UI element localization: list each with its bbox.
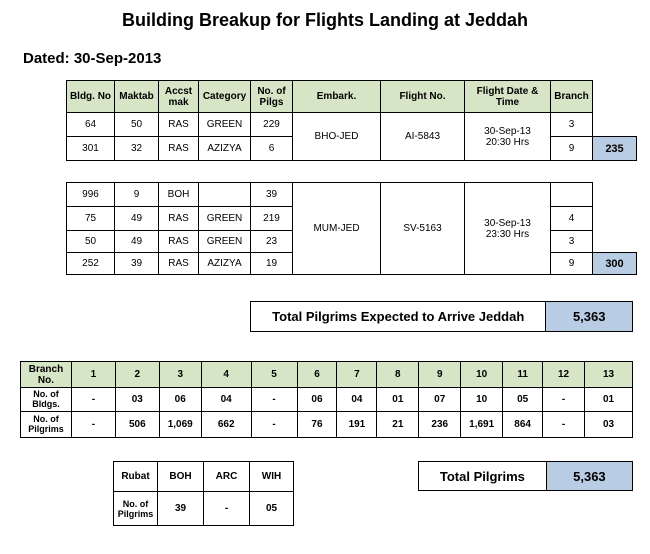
rubat-header: Rubat [114,462,158,492]
table-row: 996 9 BOH 39 MUM-JED SV-5163 30-Sep-13 23:30 Hrs [67,183,637,207]
total-expected-value: 5,363 [546,302,632,331]
flight2-embark: MUM-JED [293,183,381,275]
header-embark: Embark. [293,81,381,113]
header-flight-no: Flight No. [381,81,465,113]
table-row: 64 50 RAS GREEN 229 BHO-JED AI-5843 30-Sep-13 20:30 Hrs 3 [67,113,637,137]
table-row: 252 39 RAS AZIZYA 19 9 300 [67,253,637,275]
dated-label: Dated: 30-Sep-2013 [23,50,162,67]
branch-no-header: Branch No. [21,362,72,388]
page-title: Building Breakup for Flights Landing at Jeddah [121,10,528,30]
flight1-embark: BHO-JED [293,113,381,161]
header-no-of-pilgs: No. of Pilgs [251,81,293,113]
table-row: 50 49 RAS GREEN 23 3 [67,231,637,253]
flight1-flight-no: AI-5843 [381,113,465,161]
header-bldg-no: Bldg. No [67,81,115,113]
total-expected-label: Total Pilgrims Expected to Arrive Jeddah [251,302,546,331]
header-flight-date-time: Flight Date & Time [465,81,551,113]
rubat-row-label: No. of Pilgrims [114,492,158,526]
table-row: No. of Pilgrims - 506 1,069 662 - 76 191 21 236 1,691 864 - 03 [21,412,633,438]
header-branch: Branch [551,81,593,113]
bldgs-row-label: No. of Bldgs. [21,388,72,412]
table-row: No. of Pilgrims 39 - 05 [114,492,294,526]
rubat-table: Rubat BOH ARC WIH No. of Pilgrims 39 - 05 [113,461,294,526]
total-pilgrims-label: Total Pilgrims [419,462,547,490]
total-pilgrims-box [418,461,633,491]
flight1-total: 235 [593,137,637,161]
table-row: No. of Bldgs. - 03 06 04 - 06 04 01 07 10 05 - 01 [21,388,633,412]
header-category: Category [199,81,251,113]
total-pilgrims-value: 5,363 [547,462,632,490]
flight-table-2 [66,182,637,275]
header-accst-mak: Accst mak [159,81,199,113]
table-row: 301 32 RAS AZIZYA 6 9 235 [67,137,637,161]
flight1-date-time: 30-Sep-13 20:30 Hrs [465,113,551,161]
flight2-date-time: 30-Sep-13 23:30 Hrs [465,183,551,275]
pilgrims-row-label: No. of Pilgrims [21,412,72,438]
total-expected-box [250,301,633,332]
flight-table-1 [66,80,637,161]
branch-table: Branch No. 1 2 3 4 5 6 7 8 9 10 11 12 13 No. of Bldgs. - 03 06 04 - 06 04 01 07 10 05 - 01 No. of Pilgrims - 506 1,069 662 - 76 191 21 236 1,691 864 - 03 [20,361,633,438]
flight2-total: 300 [593,253,637,275]
flight2-flight-no: SV-5163 [381,183,465,275]
header-maktab: Maktab [115,81,159,113]
table-row: 75 49 RAS GREEN 219 4 [67,207,637,231]
